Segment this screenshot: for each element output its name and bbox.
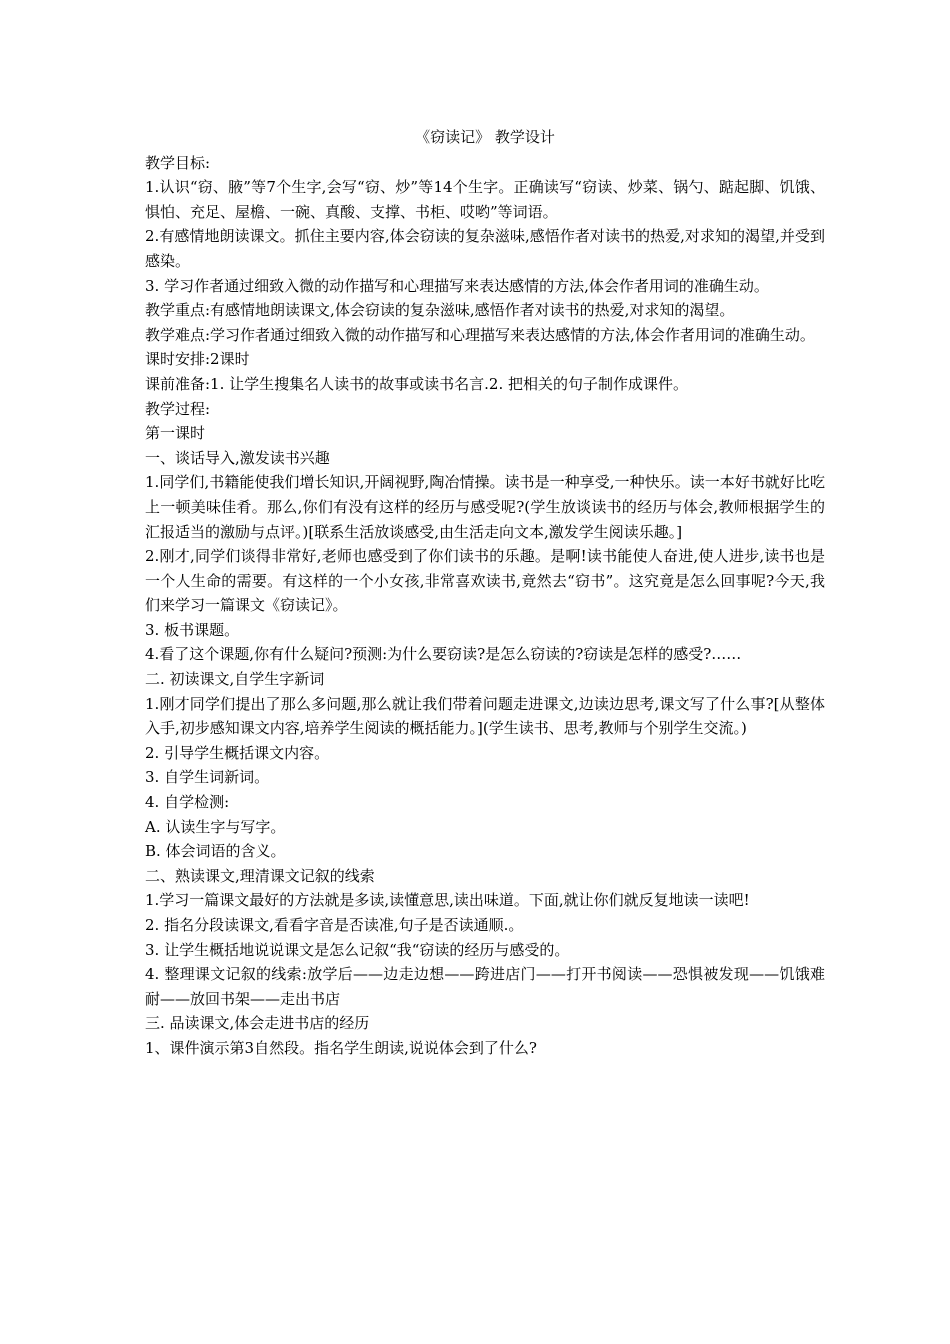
body-line: 2. 指名分段读课文,看看字音是否读准,句子是否读通顺.。 xyxy=(145,916,524,934)
body-line: 1.学习一篇课文最好的方法就是多读,读懂意思,读出味道。下面,就让你们就反复地读一读吧! xyxy=(145,891,750,910)
body-line: B. 体会词语的含义。 xyxy=(145,842,286,861)
section-heading: 二. 初读课文,自学生字新词 xyxy=(145,670,325,689)
body-line: 2. 引导学生概括课文内容。 xyxy=(145,743,330,762)
section-heading: 二、熟读课文,理清课文记叙的线索 xyxy=(145,866,375,885)
document-page xyxy=(145,125,825,1061)
body-line: A. 认读生字与写字。 xyxy=(145,817,286,836)
body-line: 2.刚才,同学们谈得非常好,老师也感受到了你们读书的乐趣。是啊!读书能使人奋进,使人进步,读书也是一个人生命的需要。有这样的一个小女孩,非常喜欢读书,竟然去“窃书”。这究竟是怎么回事呢?今天,我们来学习一篇课文《窃读记》。 xyxy=(145,547,825,615)
body-line: 课前准备:1. 让学生搜集名人读书的故事或读书名言.2. 把相关的句子制作成课件。 xyxy=(145,374,688,393)
body-line: 2.有感情地朗读课文。抓住主要内容,体会窃读的复杂滋味,感悟作者对读书的热爱,对求知的渴望,并受到感染。 xyxy=(145,227,825,270)
body-line: 教学目标: xyxy=(145,153,211,172)
body-line: 教学过程: xyxy=(145,399,211,418)
body-line: 1.同学们,书籍能使我们增长知识,开阔视野,陶冶情操。读书是一种享受,一种快乐。读一本好书就好比吃上一顿美味佳肴。那么,你们有没有这样的经历与感受呢?(学生放谈读书的经历与体会,教师根据学生的汇报适当的激励与点评。)[联系生活放谈感受,由生活走向文本,激发学生阅读乐趣。] xyxy=(145,473,825,541)
section-heading: 三. 品读课文,体会走进书店的经历 xyxy=(145,1014,370,1033)
body-line: 3. 板书课题。 xyxy=(145,620,240,639)
body-line: 4. 整理课文记叙的线索:放学后——边走边想——跨进店门——打开书阅读——恐惧被发现——饥饿难耐——放回书架——走出书店 xyxy=(145,965,825,1008)
body-line: 1.刚才同学们提出了那么多问题,那么就让我们带着问题走进课文,边读边思考,课文写了什么事?[从整体入手,初步感知课文内容,培养学生阅读的概括能力。](学生读书、思考,教师与个别学生交流。) xyxy=(145,694,825,738)
section-heading: 一、谈话导入,激发读书兴趣 xyxy=(145,448,330,467)
body-line: 4. 自学检测: xyxy=(145,793,230,812)
document-title: 《窃读记》 教学设计 xyxy=(415,128,555,146)
body-line: 教学难点:学习作者通过细致入微的动作描写和心理描写来表达感情的方法,体会作者用词的准确生动。 xyxy=(145,325,815,344)
body-line: 3. 让学生概括地说说课文是怎么记叙“我“窃读的经历与感受的。 xyxy=(145,940,570,959)
body-line: 1.认识“窃、腋”等7个生字,会写“窃、炒”等14个生字。正确读写“窃读、炒菜、锅勺、踮起脚、饥饿、惧怕、充足、屋檐、一碗、真酸、支撑、书柜、哎哟”等词语。 xyxy=(145,178,825,221)
body-line: 教学重点:有感情地朗读课文,体会窃读的复杂滋味,感悟作者对读书的热爱,对求知的渴望。 xyxy=(145,301,735,320)
body-line: 3. 学习作者通过细致入微的动作描写和心理描写来表达感情的方法,体会作者用词的准确生动。 xyxy=(145,276,769,295)
body-line: 3. 自学生词新词。 xyxy=(145,768,270,787)
body-line: 课时安排:2课时 xyxy=(145,350,250,369)
body-line: 4.看了这个课题,你有什么疑问?预测:为什么要窃读?是怎么窃读的?窃读是怎样的感受?…… xyxy=(145,645,742,664)
body-line: 1、课件演示第3自然段。指名学生朗读,说说体会到了什么? xyxy=(145,1038,537,1057)
document-body xyxy=(145,151,825,1061)
body-line: 第一课时 xyxy=(145,424,206,443)
